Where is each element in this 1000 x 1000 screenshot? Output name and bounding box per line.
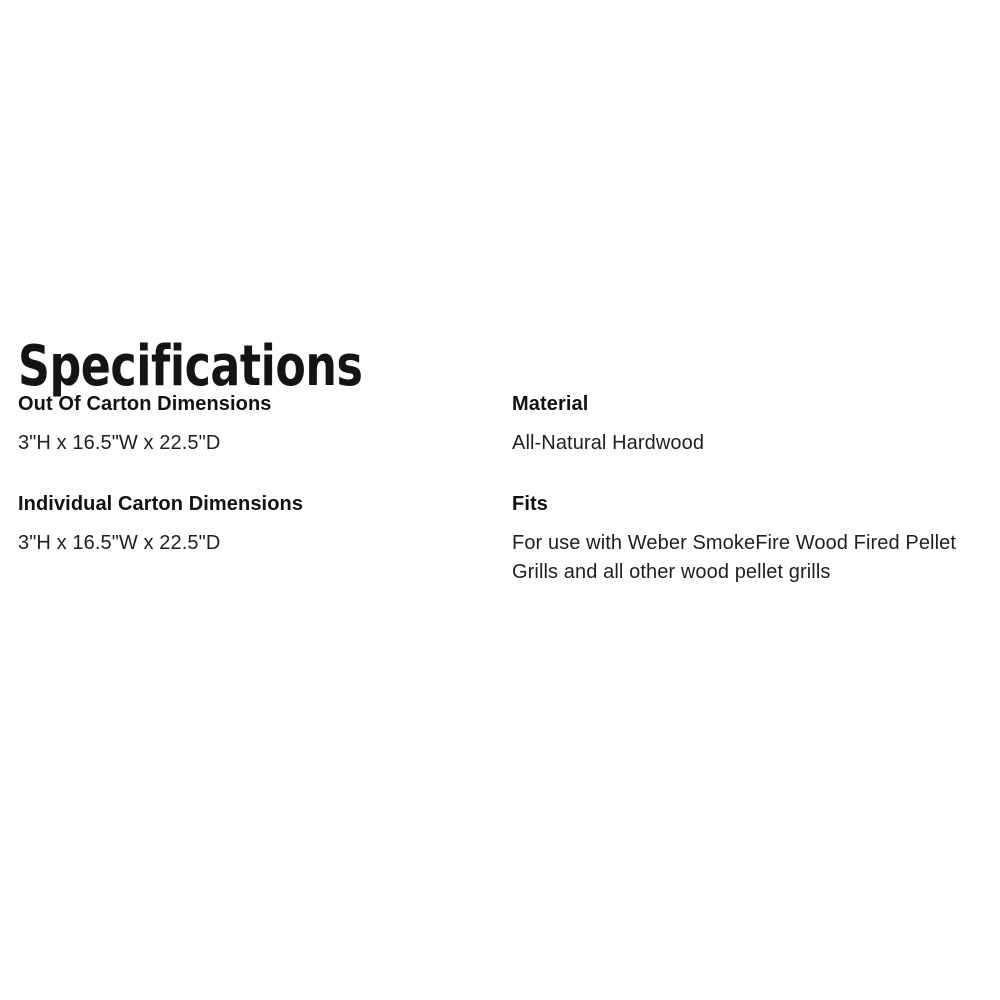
specifications-grid (18, 392, 982, 621)
spec-item-material (512, 392, 982, 492)
spec-value: All-Natural Hardwood (512, 432, 705, 454)
spec-value: 3"H x 16.5"W x 22.5"D (18, 432, 221, 454)
spec-item-individual-carton-dimensions (18, 492, 512, 621)
spec-item-fits (512, 492, 982, 621)
spec-label: Fits (512, 493, 548, 515)
spec-item-out-of-carton-dimensions (18, 392, 512, 492)
spec-value: 3"H x 16.5"W x 22.5"D (18, 532, 221, 554)
spec-label: Out Of Carton Dimensions (18, 393, 272, 415)
page-title: Specifications (18, 333, 363, 399)
spec-label: Material (512, 393, 589, 415)
spec-value: For use with Weber SmokeFire Wood Fired Pellet Grills and all other wood pellet grills (512, 532, 957, 583)
spec-label: Individual Carton Dimensions (18, 493, 304, 515)
